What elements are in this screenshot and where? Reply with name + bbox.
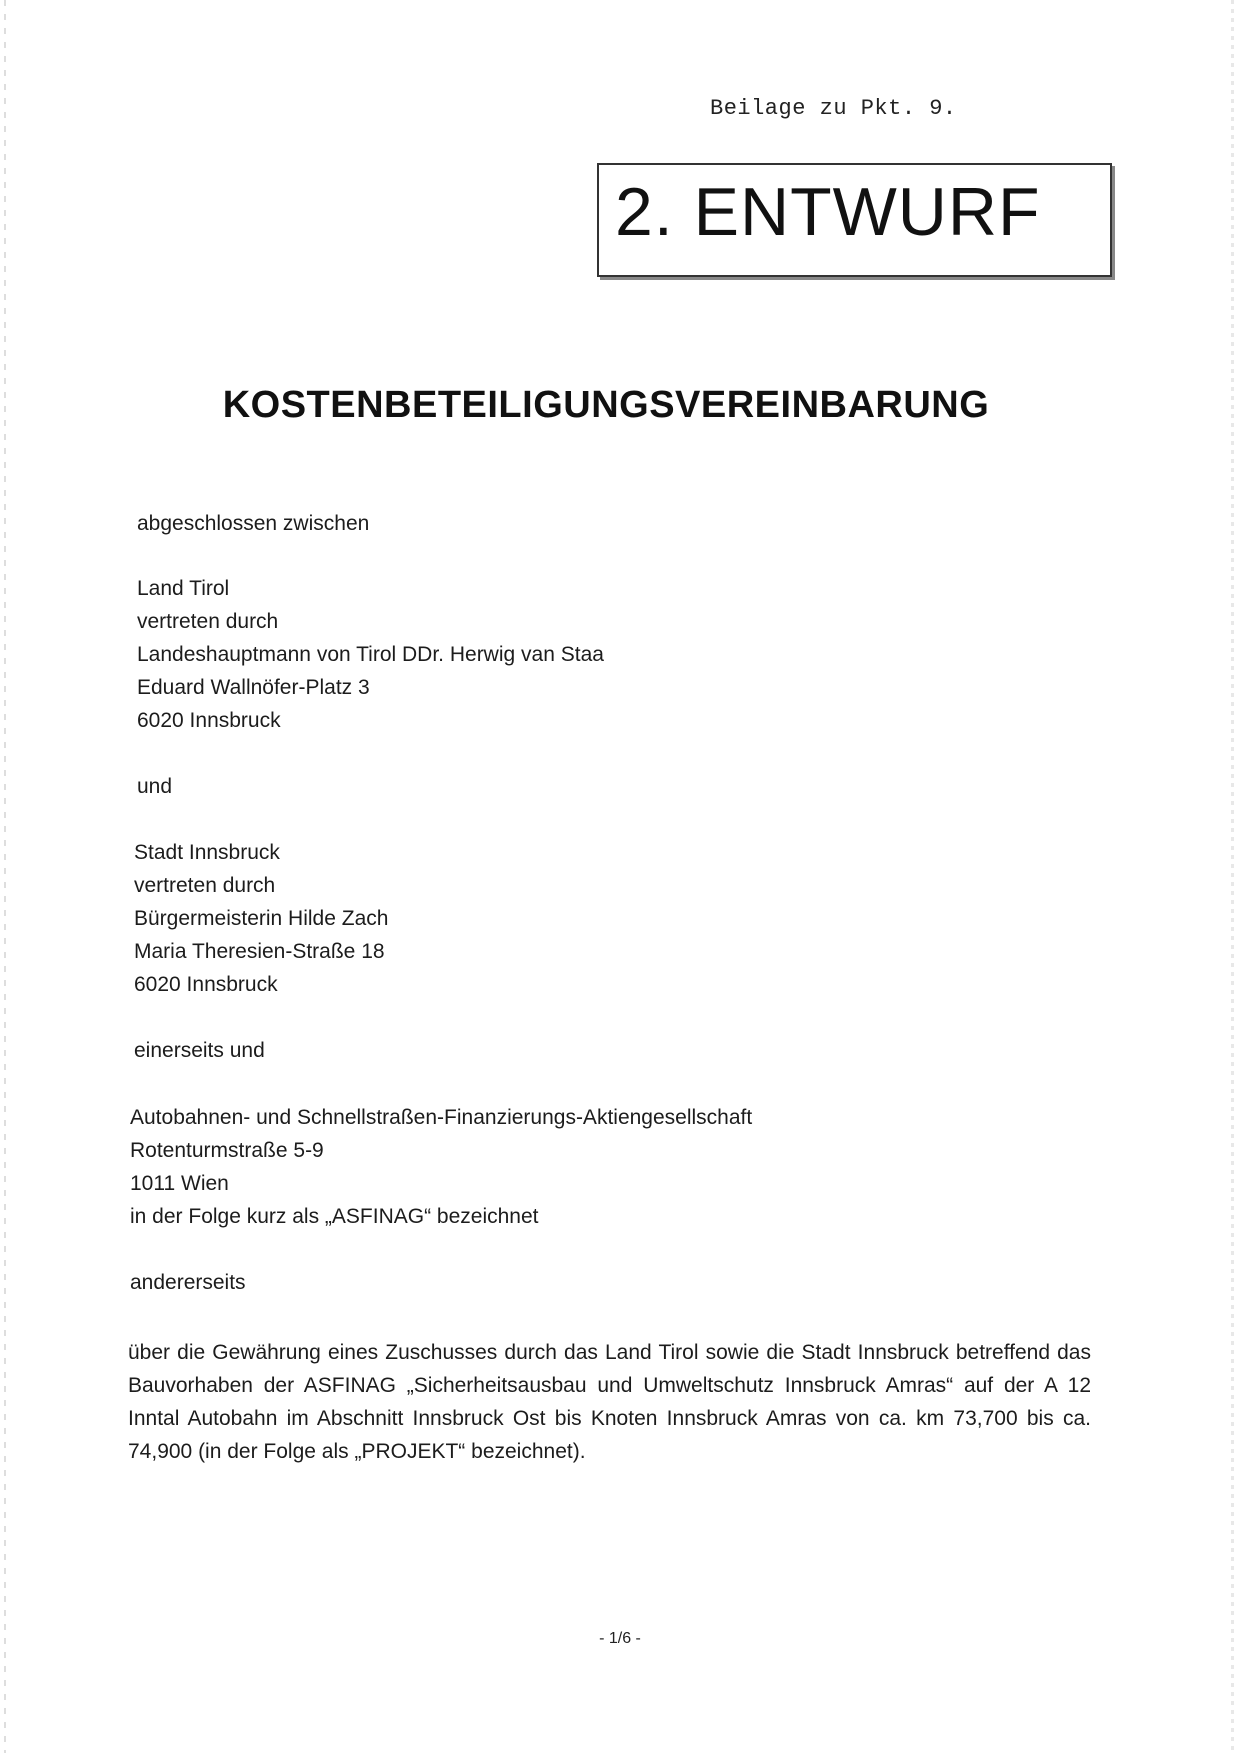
party-representative: Landeshauptmann von Tirol DDr. Herwig van Staa bbox=[137, 643, 604, 666]
scan-edge-left bbox=[4, 0, 6, 1753]
intro-text bbox=[137, 507, 369, 540]
party-street: Maria Theresien-Straße 18 bbox=[134, 940, 385, 963]
intro-line: abgeschlossen zwischen bbox=[137, 512, 370, 535]
subject-paragraph: über die Gewährung eines Zuschusses durch das Land Tirol sowie die Stadt Innsbruck betreffend das Bauvorhaben der ASFINAG „Sicherheitsausbau und Umweltschutz Innsbruck Amras“ auf der A 12 Inntal Autobahn im Abschnitt Innsbruck Ost bis Knoten Innsbruck Amras von ca. km 73,700 bis ca. 74,900 (in der Folge als „PROJEKT“ bezeichnet). bbox=[128, 1341, 1091, 1463]
party-city: 6020 Innsbruck bbox=[134, 973, 278, 996]
attachment-note: Beilage zu Pkt. 9. bbox=[710, 96, 957, 121]
party-represented-by: vertreten durch bbox=[134, 874, 276, 897]
party-stadt-innsbruck bbox=[134, 836, 388, 1001]
party-name: Autobahnen- und Schnellstraßen-Finanzierungs-Aktiengesellschaft bbox=[130, 1106, 753, 1129]
party-represented-by: vertreten durch bbox=[137, 610, 279, 633]
andererseits-text: andererseits bbox=[130, 1271, 246, 1294]
einerseits-text: einerseits und bbox=[134, 1039, 265, 1062]
scan-edge-right bbox=[1231, 0, 1234, 1753]
andererseits-block bbox=[130, 1266, 246, 1299]
party-alias: in der Folge kurz als „ASFINAG“ bezeichnet bbox=[130, 1205, 539, 1228]
party-city: 1011 Wien bbox=[130, 1172, 229, 1195]
party-name: Stadt Innsbruck bbox=[134, 841, 280, 864]
party-asfinag bbox=[130, 1101, 752, 1233]
party-street: Eduard Wallnöfer-Platz 3 bbox=[137, 676, 370, 699]
party-street: Rotenturmstraße 5-9 bbox=[130, 1139, 324, 1162]
conjunction-text: und bbox=[137, 775, 173, 798]
conjunction-und bbox=[137, 770, 172, 803]
document-title: KOSTENBETEILIGUNGSVEREINBARUNG bbox=[222, 384, 990, 426]
draft-stamp-text: 2. ENTWURF bbox=[615, 174, 1041, 250]
party-land-tirol bbox=[137, 572, 604, 737]
page-number: - 1/6 - bbox=[599, 1630, 641, 1647]
party-city: 6020 Innsbruck bbox=[137, 709, 281, 732]
party-representative: Bürgermeisterin Hilde Zach bbox=[134, 907, 389, 930]
einerseits-block bbox=[134, 1034, 265, 1067]
draft-stamp bbox=[597, 163, 1112, 277]
party-name: Land Tirol bbox=[137, 577, 230, 600]
